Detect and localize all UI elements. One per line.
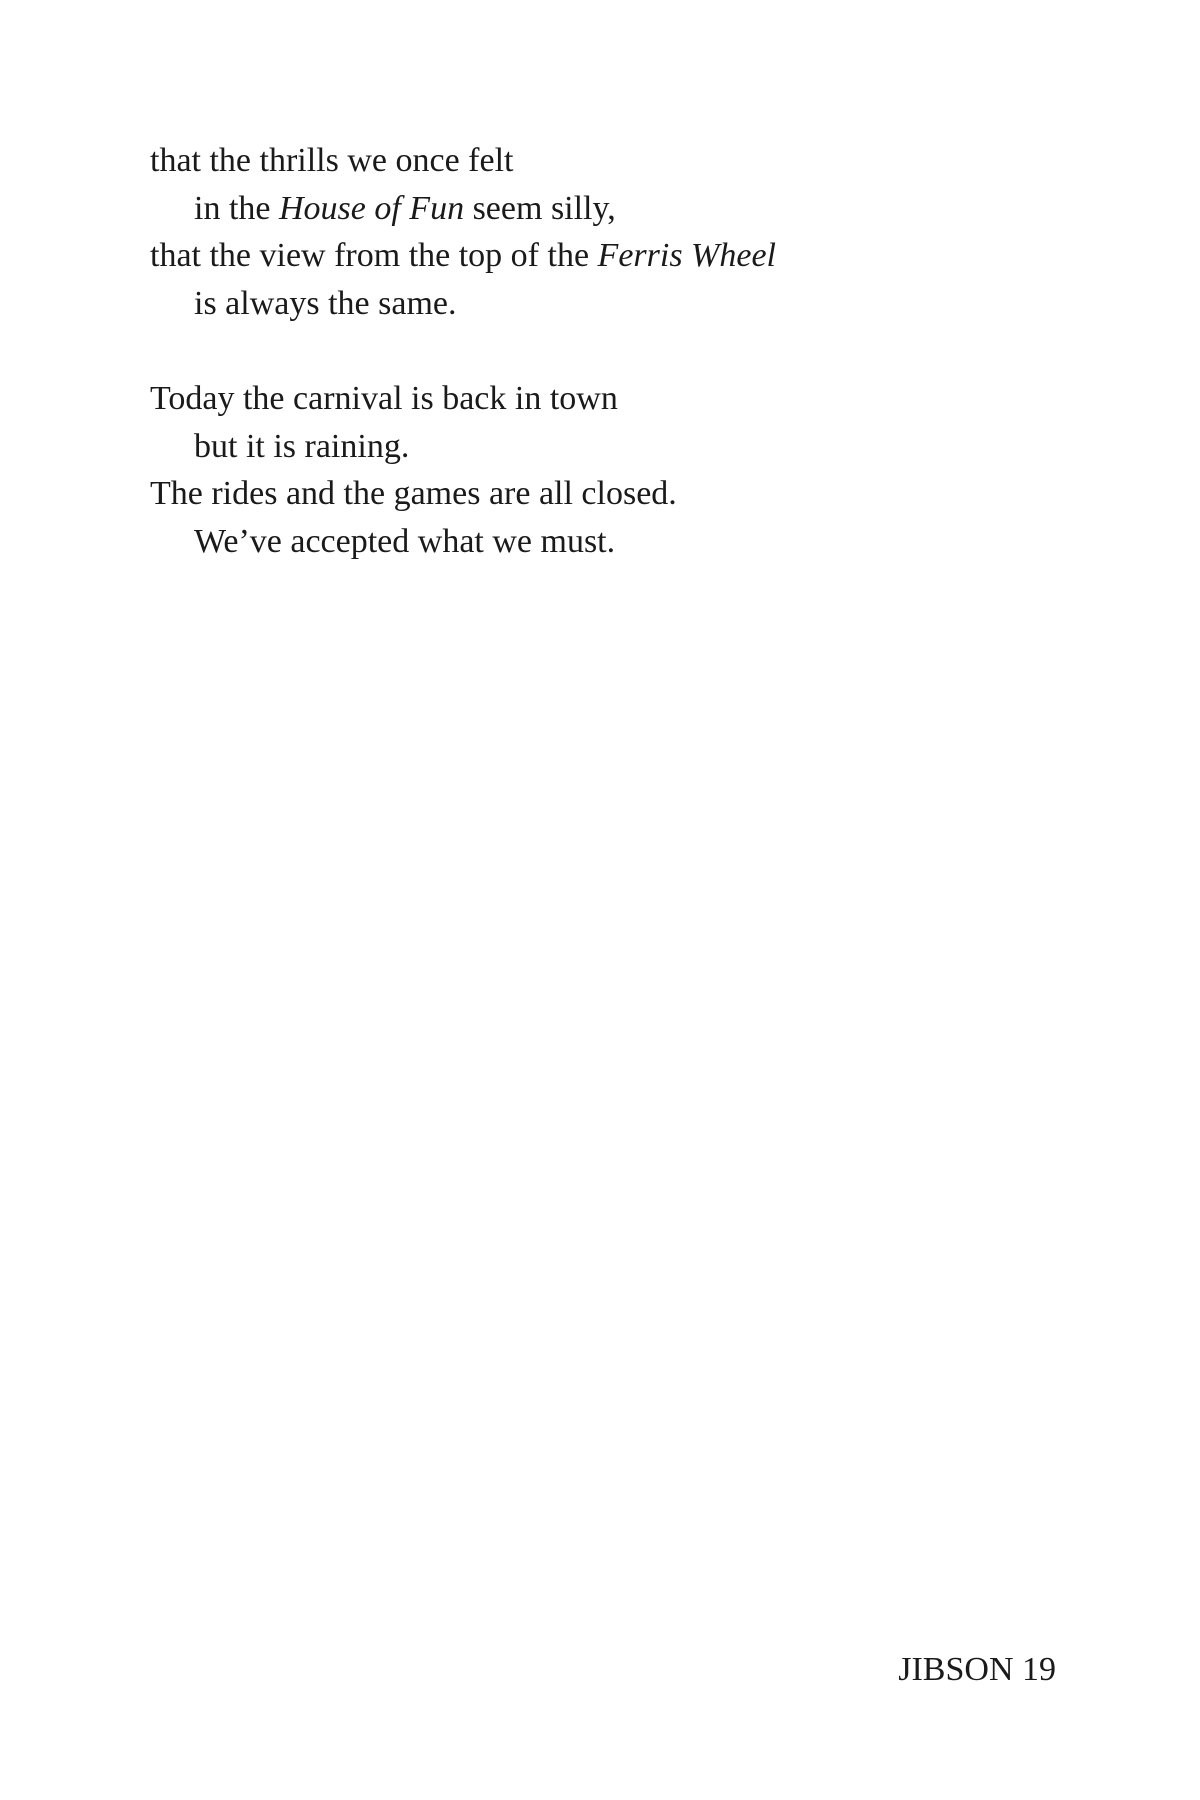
poem-line: We’ve accepted what we must. (194, 522, 616, 560)
poem-line: The rides and the games are all closed. (150, 475, 677, 512)
poem-line: but it is raining. (194, 427, 410, 465)
poem-line: is always the same. (194, 284, 457, 322)
poem-line: in the House of Fun seem silly, (194, 189, 616, 227)
running-head-page-number: JIBSON 19 (898, 1651, 1056, 1688)
poem-line: that the thrills we once felt (150, 142, 514, 179)
stanza-2 (150, 375, 1050, 565)
stanza-1 (150, 137, 1050, 327)
poem-line: Today the carnival is back in town (150, 380, 618, 417)
italic-title: Ferris Wheel (597, 237, 776, 274)
poem (150, 137, 1050, 565)
poem-line: that the view from the top of the Ferris Wheel (150, 237, 776, 274)
italic-title: House of Fun (278, 189, 465, 227)
